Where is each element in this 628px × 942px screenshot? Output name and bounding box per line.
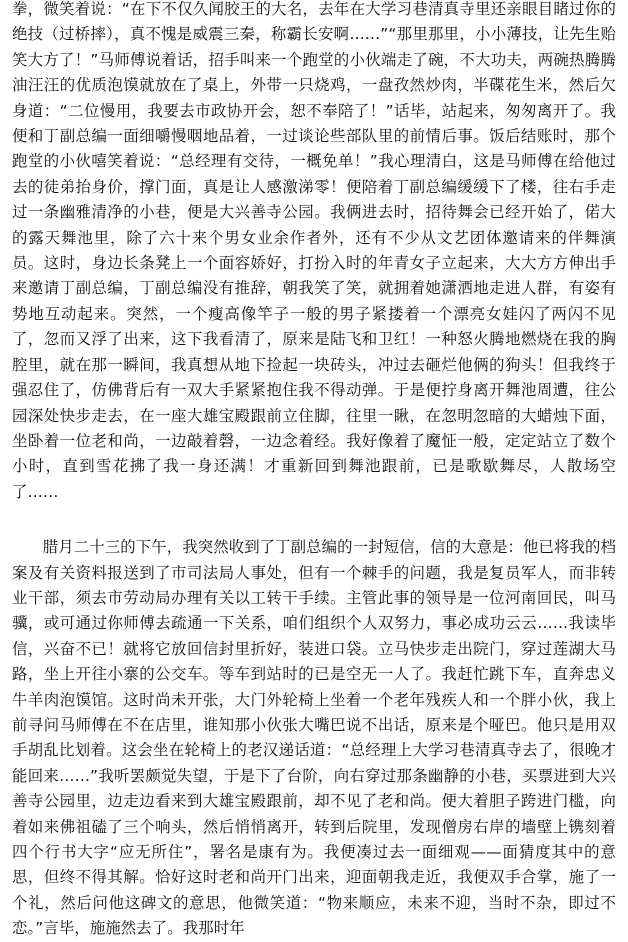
paragraph-continued: 拳，微笑着说：“在下不仅久闻胶王的大名，去年在大学习巷清真寺里还亲眼目睹过你的绝技（过桥摔），真不愧是威震三秦，称霸长安啊……”“那里那里，小小薄技，让先生贻笑大方了！”马师傅说着话，招手叫来一个跑堂的小伙端走了碗，不大功夫，两碗热腾腾油汪汪的优质泡馍就放在了桌上，外带一只烧鸡，一盘孜然炒肉，半碟花生米，然后欠身道：“二位慢用，我要去市政协开会，恕不奉陪了！”话毕，站起来，匆匆离开了。我便和丁副总编一面细嚼慢咽地品着，一过谈论些部队里的前情后事。饭后结账时，那个跑堂的小伙嘻笑着说：“总经理有交待，一概免单！”我心理清白，这是马师傅在给他过去的徒弟抬身价，撑门面，真是让人感激涕零！便陪着丁副总编缓缓下了楼，往右手走过一条幽雅清净的小巷，便是大兴善寺公园。我俩进去时，招待舞会已经开始了，偌大的露天舞池里，除了六十来个男女业余作者外，还有不少从文艺团体邀请来的伴舞演员。这时，身边长条凳上一个面容娇好，打扮入时的年青女子立起来，大大方方伸出手来邀请丁副总编，丁副总编没有推辞，朝我笑了笑，就拥着她潇洒地走进人群，有姿有势地互动起来。突然，一个瘦高像竿子一般的男子紧搂着一个漂亮女娃闪了两闪不见了，忽而又浮了出来，这下我看清了，原来是陆飞和卫红！一种怒火腾地燃烧在我的胸腔里，就在那一瞬间，我真想从地下捡起一块砖头，冲过去砸烂他俩的狗头！但我终于强忍住了，仿佛背后有一双大手紧紧抱住我不得动弹。于是便拧身离开舞池周遭，往公园深处快步走去，在一座大雄宝殿跟前立住脚，往里一瞅，在忽明忽暗的大蜡烛下面，坐卧着一位老和尚，一边敲着磬，一边念着经。我好像着了魔怔一般，定定站立了数个小时，直到雪花拂了我一身还满！才重新回到舞池跟前，已是歌歇舞尽，人散场空了…… xyxy=(12,0,616,501)
paragraph-letter: 腊月二十三的下午，我突然收到了丁副总编的一封短信，信的大意是：他已将我的档案及有关资料报送到了市司法局人事处，但有一个棘手的问题，我是复员军人，而非转业干部，须去市劳动局办理有关以工转干手续。主管此事的领导是一位河南回民，叫马骥，或可通过你师傅去疏通一下关系，咱们组织个人双努力，事必成功云云……我读毕信，兴奋不已！就将它放回信封里折好，装进口袋。立马快步走出院门，穿过莲湖大马路，坐上开往小寨的公交车。等车到站时的已是空无一人了。我赶忙跳下车，直奔忠义牛羊肉泡馍馆。这时尚未开张，大门外轮椅上坐着一个老年残疾人和一个胖小伙，我上前寻问马师傅在不在店里，谁知那小伙张大嘴巴说不出话，原来是个哑巴。他只是用双手胡乱比划着。这会坐在轮椅上的老汉递话道：“总经理上大学习巷清真寺去了，很晚才能回来……”我听罢颇觉失望，于是下了台阶，向右穿过那条幽静的小巷，买票进到大兴善寺公园里，边走边看来到大雄宝殿跟前，却不见了老和尚。便大着胆子跨进门槛，向着如来佛祖磕了三个响头，然后悄悄离开，转到后院里，发现僧房右岸的墙壁上镌刻着四个行书大字“应无所住”，署名是康有为。我便凑过去一面细观——面猜度其中的意思，但终不得其解。恰好这时老和尚开门出来，迎面朝我走近，我便双手合掌，施了一个礼，然后问他这碑文的意思，他微笑道：“物来顺应，未来不迎，当时不杂，即过不恋。”言毕，施施然去了。我那时年 xyxy=(12,538,616,938)
